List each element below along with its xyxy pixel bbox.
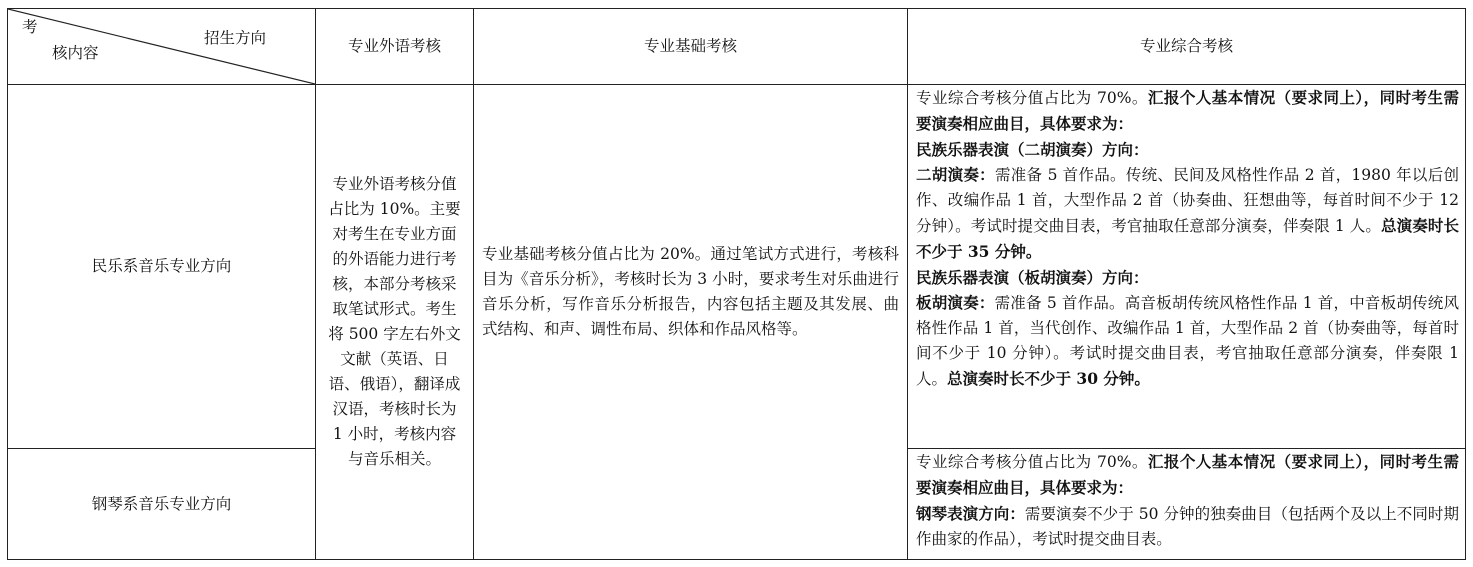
erhu-text: 需准备 5 首作品。传统、民间及风格性作品 2 首，1980 年以后创作、改编作品 1 首，大型作品 2 首（协奏曲、狂想曲等，每首时间不少于 12 分钟）。考试时提交曲目表，考官抽取任意部分演奏，伴奏限 1 人。 bbox=[916, 166, 1459, 235]
foreign-exam-text: 专业外语考核分值占比为 10%。主要对考生在专业方面的外语能力进行考核，本部分考核采取笔试形式。考生将 500 字左右外文文献（英语、日语、俄语），翻译成汉语，考核时长为 1 小时，考核内容与音乐相关。 bbox=[328, 175, 461, 468]
corner-label-top-right: 招生方向 bbox=[204, 29, 267, 47]
folk-comprehensive-cell bbox=[908, 85, 1466, 449]
row-label-piano: 钢琴系音乐专业方向 bbox=[8, 449, 316, 560]
diagonal-header-cell bbox=[8, 9, 316, 85]
banhu-heading: 民族乐器表演（板胡演奏）方向： bbox=[916, 268, 1149, 287]
piano-text: 需要演奏不少于 50 分钟的独奏曲目（包括两个及以上不同时期作曲家的作品），考试时提交曲目表。 bbox=[916, 505, 1459, 548]
folk-intro-bold: 汇报个人基本情况（要求同上），同时考生需要演奏相应曲目，具体要求为： bbox=[916, 88, 1459, 133]
folk-intro bbox=[916, 85, 1459, 137]
banhu-text: 需准备 5 首作品。高音板胡传统风格性作品 1 首，中音板胡传统风格性作品 1 首，当代创作、改编作品 1 首，大型作品 2 首（协奏曲等，每首时间不少于 10 分钟）。考试时提交曲目表，考官抽取任意部分演奏，伴奏限 1 人。 bbox=[916, 294, 1459, 388]
column-header-foreign: 专业外语考核 bbox=[316, 9, 474, 85]
row-folk bbox=[8, 85, 1466, 449]
piano-intro-normal: 专业综合考核分值占比为 70%。 bbox=[916, 453, 1148, 471]
column-header-comprehensive: 专业综合考核 bbox=[908, 9, 1466, 85]
header-row bbox=[8, 9, 1466, 85]
erhu-paragraph bbox=[916, 162, 1459, 265]
erhu-duration: 总演奏时长不少于 35 分钟。 bbox=[916, 216, 1459, 261]
folk-intro-normal: 专业综合考核分值占比为 70%。 bbox=[916, 89, 1148, 107]
banhu-paragraph bbox=[916, 290, 1459, 392]
banhu-duration: 总演奏时长不少于 30 分钟。 bbox=[947, 369, 1150, 388]
piano-intro-bold: 汇报个人基本情况（要求同上），同时考生需要演奏相应曲目，具体要求为： bbox=[916, 452, 1459, 497]
basic-exam-text: 专业基础考核分值占比为 20%。通过笔试方式进行，考核科目为《音乐分析》，考核时长为 3 小时，要求考生对乐曲进行音乐分析，写作音乐分析报告，内容包括主题及其发展、曲式结构、和声、调性布局、织体和作品风格等。 bbox=[482, 245, 899, 338]
erhu-label: 二胡演奏： bbox=[916, 165, 995, 184]
piano-paragraph bbox=[916, 501, 1459, 552]
corner-label-top-left: 考 bbox=[22, 18, 38, 36]
piano-label: 钢琴表演方向： bbox=[916, 504, 1025, 523]
piano-intro bbox=[916, 449, 1459, 501]
admission-exam-table bbox=[7, 8, 1466, 560]
row-label-folk: 民乐系音乐专业方向 bbox=[8, 85, 316, 449]
foreign-exam-cell bbox=[316, 85, 474, 560]
column-header-basic: 专业基础考核 bbox=[474, 9, 908, 85]
corner-label-bottom-left: 核内容 bbox=[52, 44, 99, 62]
piano-comprehensive-cell bbox=[908, 449, 1466, 560]
basic-exam-cell bbox=[474, 85, 908, 560]
banhu-label: 板胡演奏： bbox=[916, 293, 995, 312]
erhu-heading: 民族乐器表演（二胡演奏）方向： bbox=[916, 140, 1149, 159]
